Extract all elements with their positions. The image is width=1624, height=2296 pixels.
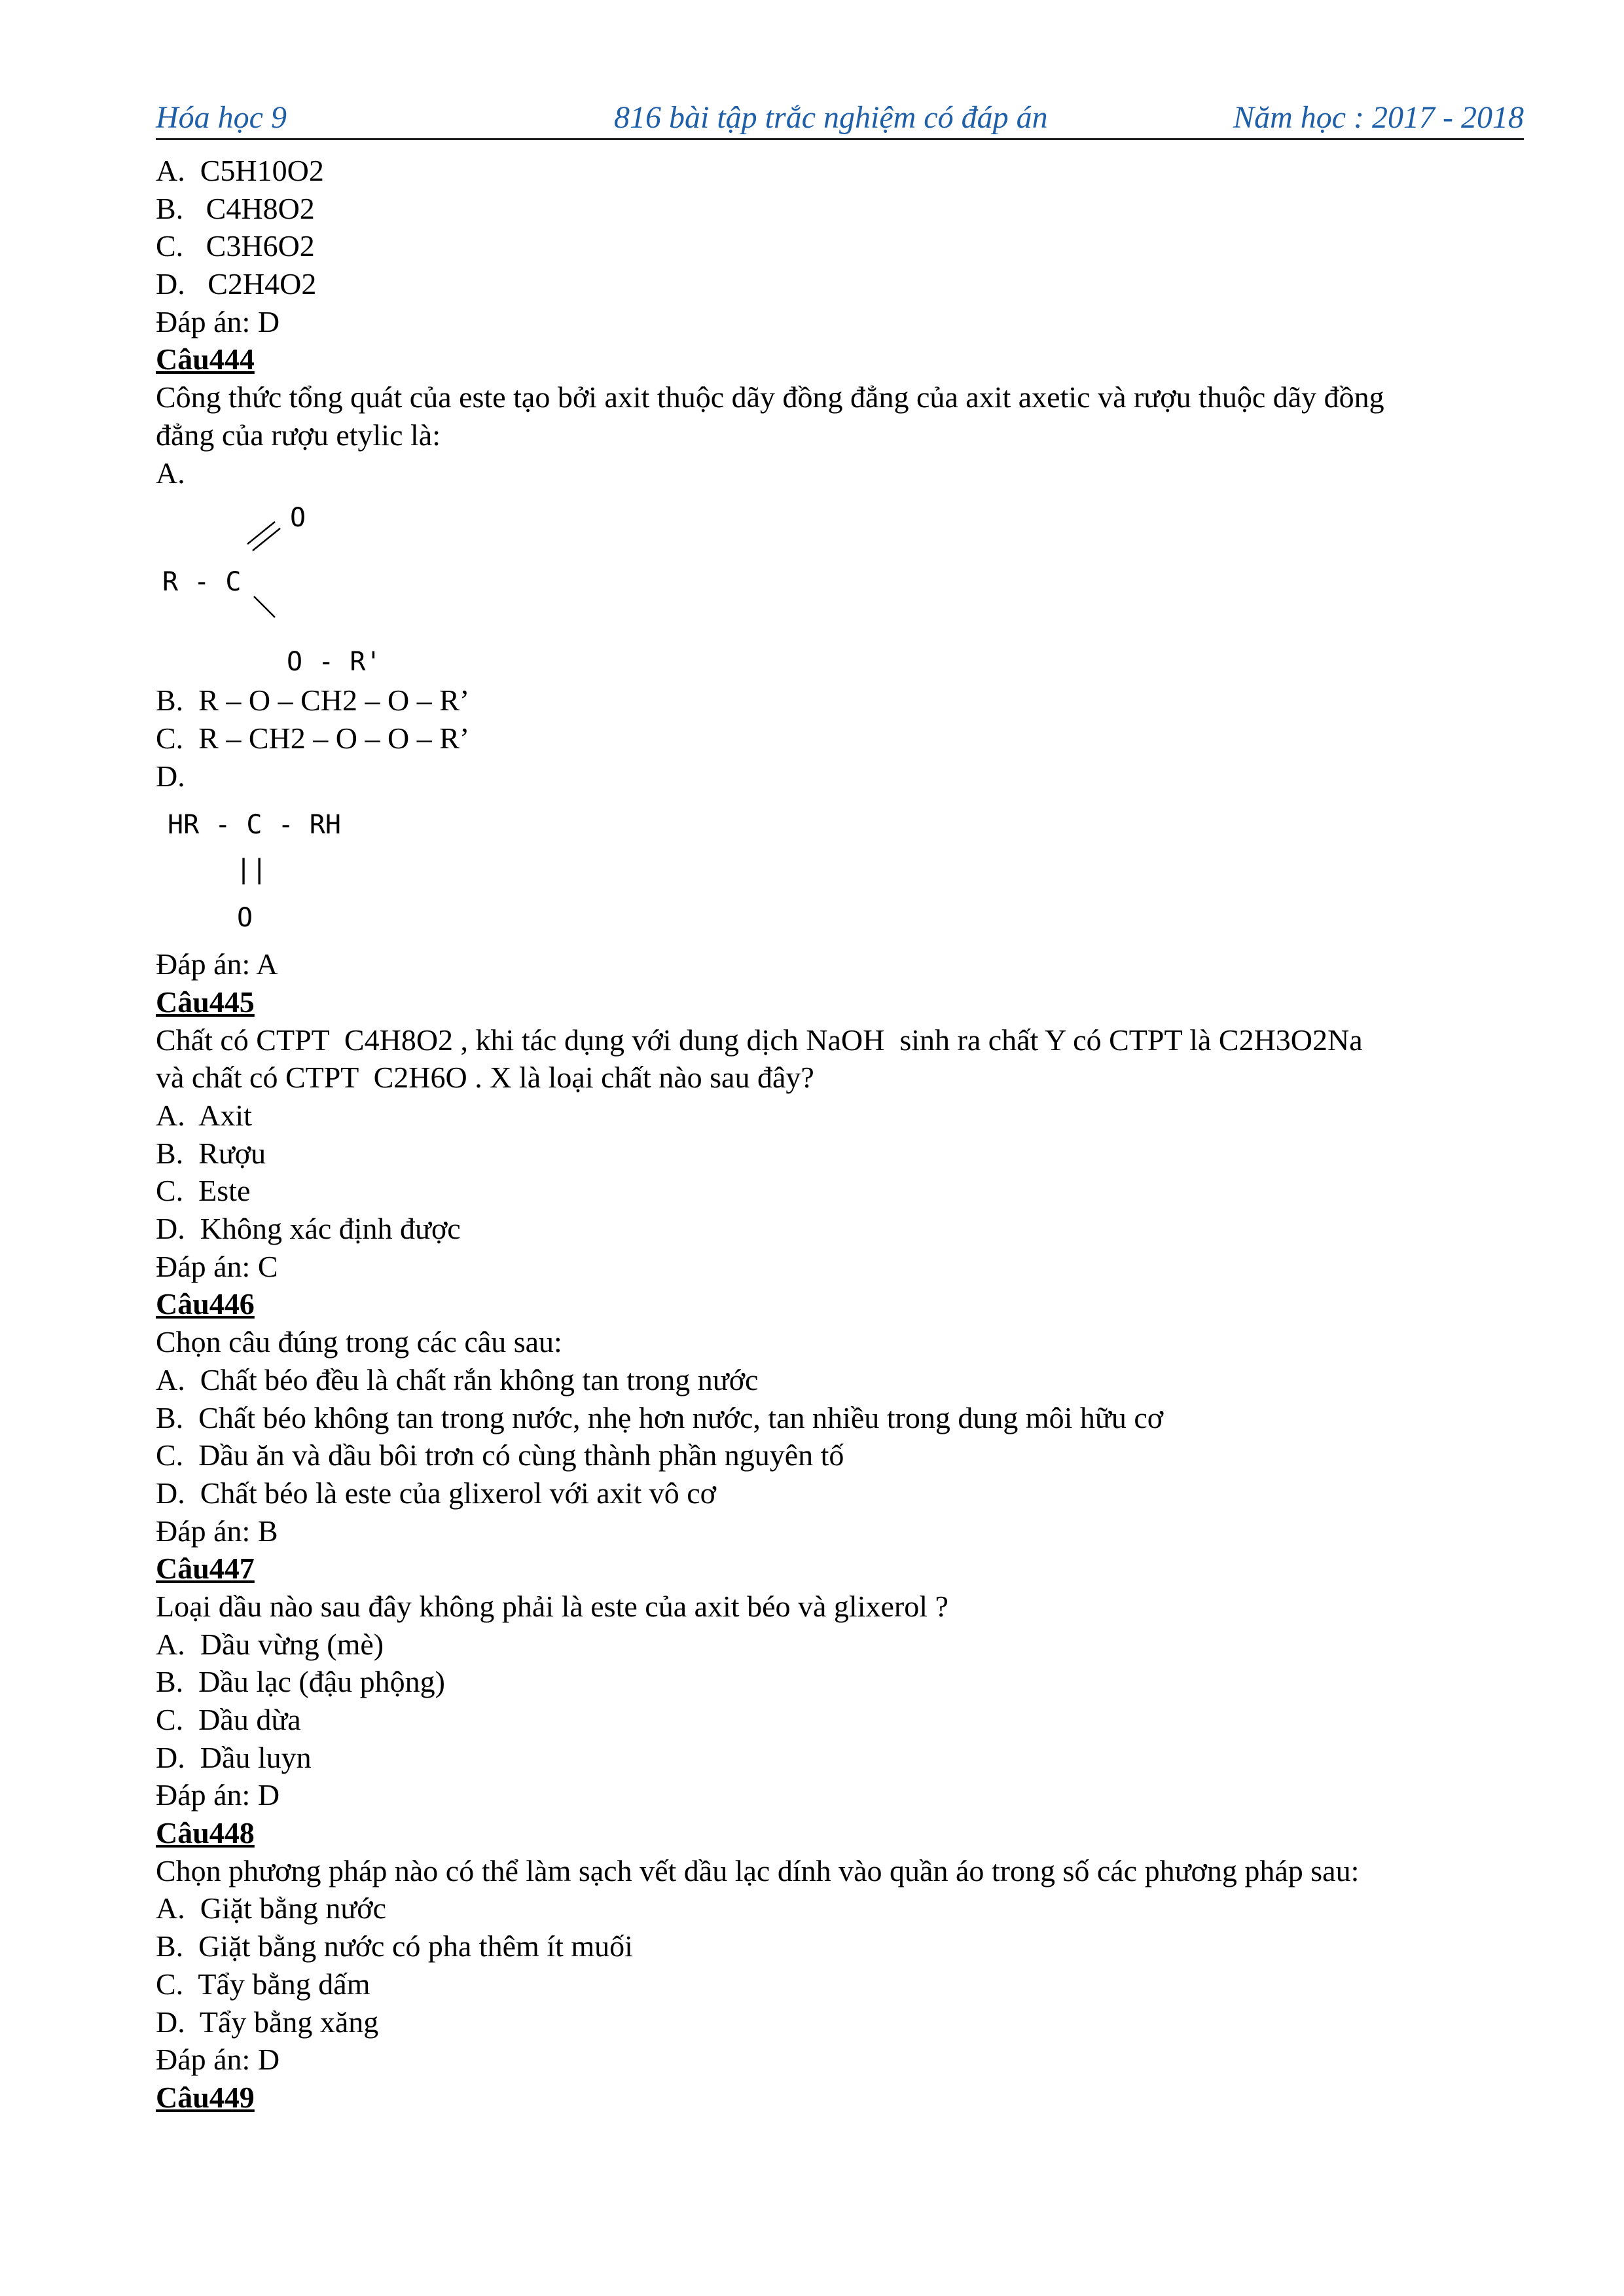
- option-b: B. R – O – CH2 – O – R’: [156, 683, 470, 718]
- question-text: và chất có CTPT C2H6O . X là loại chất nào sau đây?: [156, 1061, 814, 1095]
- single-bond-line: [254, 596, 275, 617]
- double-bond-line: [247, 522, 275, 544]
- question-title: Câu445: [156, 985, 255, 1019]
- header-title: 816 bài tập trắc nghiệm có đáp án: [614, 100, 1048, 135]
- option-c: C. Dầu ăn và dầu bôi trơn có cùng thành phần nguyên tố: [156, 1438, 844, 1472]
- struct-chain: HR - C - RH: [168, 810, 341, 841]
- option-b: B. Rượu: [156, 1136, 266, 1170]
- option-b: B. Chất béo không tan trong nước, nhẹ hơn nước, tan nhiều trong dung môi hữu cơ: [156, 1400, 1164, 1434]
- option-d: D. Dầu luyn: [156, 1740, 312, 1774]
- answer: Đáp án: D: [156, 304, 280, 338]
- question-text: Chọn phương pháp nào có thể làm sạch vết dầu lạc dính vào quần áo trong số các phương pháp sau:: [156, 1853, 1360, 1887]
- option-d: D. C2H4O2: [156, 267, 317, 301]
- document-body: [156, 152, 1530, 2117]
- ketone-structure-d: [156, 795, 1530, 945]
- option-d: D. Tẩy bằng xăng: [156, 2005, 379, 2039]
- question-text: Chọn câu đúng trong các câu sau:: [156, 1325, 562, 1359]
- double-bond-line: [253, 528, 280, 551]
- ester-structure-a: [156, 492, 1530, 682]
- option-a: A. Chất béo đều là chất rắn không tan trong nước: [156, 1362, 759, 1396]
- header-school-year: Năm học : 2017 - 2018: [1233, 100, 1524, 135]
- option-a: A. Axit: [156, 1099, 252, 1132]
- struct-oxygen: O: [237, 903, 253, 934]
- question-title: Câu446: [156, 1287, 255, 1321]
- option-d: D. Không xác định được: [156, 1212, 461, 1246]
- question-text: đẳng của rượu etylic là:: [156, 418, 441, 452]
- option-b: B. C4H8O2: [156, 191, 315, 225]
- page-header: [156, 97, 1524, 140]
- option-c: C. Dầu dừa: [156, 1703, 301, 1736]
- option-d: D. Chất béo là este của glixerol với axit vô cơ: [156, 1476, 716, 1510]
- question-text: Chất có CTPT C4H8O2 , khi tác dụng với dung dịch NaOH sinh ra chất Y có CTPT là C2H3O2Na: [156, 1023, 1363, 1057]
- header-subject: Hóa học 9: [156, 100, 287, 135]
- struct-oxygen: O: [290, 503, 306, 534]
- question-title: Câu448: [156, 1816, 255, 1850]
- option-c: C. R – CH2 – O – O – R’: [156, 721, 470, 755]
- option-a: A. C5H10O2: [156, 154, 324, 187]
- option-d: D.: [156, 759, 185, 793]
- option-a: A. Dầu vừng (mè): [156, 1627, 384, 1661]
- option-c: C. Este: [156, 1174, 251, 1208]
- option-b: B. Dầu lạc (đậu phộng): [156, 1665, 445, 1699]
- question-title: Câu444: [156, 342, 255, 376]
- question-title: Câu447: [156, 1552, 255, 1586]
- answer: Đáp án: A: [156, 947, 278, 981]
- question-title: Câu449: [156, 2080, 255, 2114]
- struct-double-bond: ||: [236, 854, 268, 885]
- question-text: Công thức tổng quát của este tạo bởi axit thuộc dãy đồng đẳng của axit axetic và rượu thuộc dãy đồng: [156, 380, 1384, 414]
- answer: Đáp án: D: [156, 1778, 280, 1812]
- struct-r-carbon: R - C: [162, 567, 242, 598]
- struct-or-group: O - R': [287, 647, 382, 678]
- answer: Đáp án: C: [156, 1249, 278, 1283]
- option-a: A.: [156, 456, 185, 490]
- question-text: Loại dầu nào sau đây không phải là este của axit béo và glixerol ?: [156, 1589, 948, 1623]
- answer: Đáp án: D: [156, 2043, 280, 2077]
- option-c: C. Tẩy bằng dấm: [156, 1967, 370, 2001]
- option-a: A. Giặt bằng nước: [156, 1891, 387, 1925]
- option-c: C. C3H6O2: [156, 229, 315, 263]
- answer: Đáp án: B: [156, 1514, 278, 1548]
- option-b: B. Giặt bằng nước có pha thêm ít muối: [156, 1929, 633, 1963]
